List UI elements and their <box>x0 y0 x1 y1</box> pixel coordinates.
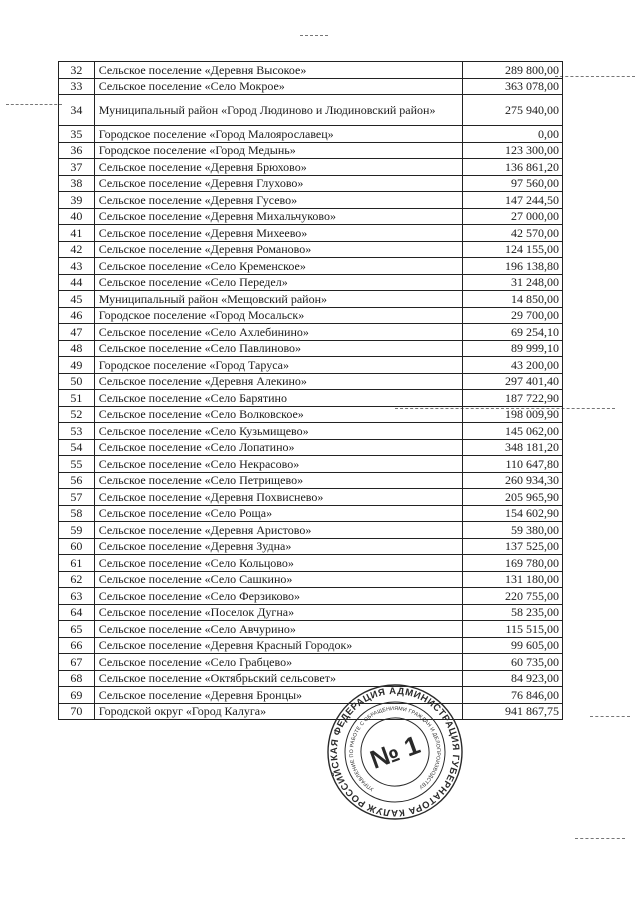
amount-value: 348 181,20 <box>463 439 563 456</box>
row-number: 46 <box>59 307 95 324</box>
municipality-name: Сельское поселение «Поселок Дугна» <box>94 604 462 621</box>
row-number: 44 <box>59 274 95 291</box>
row-number: 59 <box>59 522 95 539</box>
scan-artifact-line <box>555 76 635 77</box>
table-row <box>59 654 563 671</box>
municipality-name: Сельское поселение «Село Павлиново» <box>94 340 462 357</box>
municipality-name: Сельское поселение «Деревня Романово» <box>94 241 462 258</box>
table-row <box>59 258 563 275</box>
municipality-name: Городское поселение «Город Мосальск» <box>94 307 462 324</box>
row-number: 60 <box>59 538 95 555</box>
row-number: 61 <box>59 555 95 572</box>
row-number: 33 <box>59 78 95 95</box>
row-number: 40 <box>59 208 95 225</box>
municipality-name: Сельское поселение «Село Некрасово» <box>94 456 462 473</box>
row-number: 58 <box>59 505 95 522</box>
table-row <box>59 588 563 605</box>
municipality-name: Сельское поселение «Село Петрищево» <box>94 472 462 489</box>
table-row <box>59 522 563 539</box>
amount-value: 363 078,00 <box>463 78 563 95</box>
municipality-name: Сельское поселение «Деревня Высокое» <box>94 62 462 79</box>
scan-artifact-line <box>575 838 625 839</box>
row-number: 35 <box>59 126 95 143</box>
row-number: 42 <box>59 241 95 258</box>
table-row <box>59 357 563 374</box>
municipality-name: Сельское поселение «Село Ферзиково» <box>94 588 462 605</box>
amount-value: 131 180,00 <box>463 571 563 588</box>
row-number: 36 <box>59 142 95 159</box>
amount-value: 43 200,00 <box>463 357 563 374</box>
table-row <box>59 555 563 572</box>
municipality-name: Сельское поселение «Село Лопатино» <box>94 439 462 456</box>
scan-artifact-line <box>6 104 62 105</box>
amount-value: 0,00 <box>463 126 563 143</box>
amount-value: 187 722,90 <box>463 390 563 407</box>
municipality-name: Сельское поселение «Октябрьский сельсовет» <box>94 670 462 687</box>
table-row <box>59 538 563 555</box>
municipality-name: Сельское поселение «Деревня Гусево» <box>94 192 462 209</box>
amount-value: 84 923,00 <box>463 670 563 687</box>
table-row <box>59 340 563 357</box>
amount-value: 99 605,00 <box>463 637 563 654</box>
svg-text:УПРАВЛЕНИЕ ПО РАБОТЕ С ОБРАЩЕН: УПРАВЛЕНИЕ ПО РАБОТЕ С ОБРАЩЕНИЯМИ ГРАЖДАН И ДЕЛОПРОИЗВОДСТВУ <box>348 705 442 792</box>
amount-value: 60 735,00 <box>463 654 563 671</box>
row-number: 56 <box>59 472 95 489</box>
row-number: 39 <box>59 192 95 209</box>
municipality-name: Муниципальный район «Мещовский район» <box>94 291 462 308</box>
svg-text:РОССИЙСКАЯ ФЕДЕРАЦИЯ АДМИНИСТР: РОССИЙСКАЯ ФЕДЕРАЦИЯ АДМИНИСТРАЦИЯ ГУБЕРНАТОРА КАЛУЖСКОЙ <box>328 685 462 819</box>
table-row <box>59 439 563 456</box>
table-row <box>59 637 563 654</box>
row-number: 32 <box>59 62 95 79</box>
municipality-name: Сельское поселение «Село Барятино <box>94 390 462 407</box>
table-row <box>59 62 563 79</box>
table-row <box>59 687 563 704</box>
row-number: 54 <box>59 439 95 456</box>
row-number: 68 <box>59 670 95 687</box>
table-row <box>59 423 563 440</box>
municipality-name: Сельское поселение «Село Авчурино» <box>94 621 462 638</box>
amount-value: 145 062,00 <box>463 423 563 440</box>
amount-value: 275 940,00 <box>463 95 563 126</box>
allocation-table-body <box>59 62 563 720</box>
amount-value: 58 235,00 <box>463 604 563 621</box>
amount-value: 29 700,00 <box>463 307 563 324</box>
municipality-name: Сельское поселение «Деревня Бронцы» <box>94 687 462 704</box>
row-number: 37 <box>59 159 95 176</box>
row-number: 34 <box>59 95 95 126</box>
municipality-name: Сельское поселение «Село Кузьмищево» <box>94 423 462 440</box>
amount-value: 31 248,00 <box>463 274 563 291</box>
table-row <box>59 505 563 522</box>
table-row <box>59 126 563 143</box>
municipality-name: Сельское поселение «Село Ахлебинино» <box>94 324 462 341</box>
amount-value: 42 570,00 <box>463 225 563 242</box>
allocation-table <box>58 61 563 720</box>
amount-value: 137 525,00 <box>463 538 563 555</box>
municipality-name: Муниципальный район «Город Людиново и Людиновский район» <box>94 95 462 126</box>
municipality-name: Сельское поселение «Село Кременское» <box>94 258 462 275</box>
row-number: 51 <box>59 390 95 407</box>
table-row <box>59 670 563 687</box>
municipality-name: Городской округ «Город Калуга» <box>94 703 462 720</box>
amount-value: 196 138,80 <box>463 258 563 275</box>
table-row <box>59 175 563 192</box>
table-row <box>59 291 563 308</box>
amount-value: 941 867,75 <box>463 703 563 720</box>
row-number: 67 <box>59 654 95 671</box>
row-number: 70 <box>59 703 95 720</box>
row-number: 48 <box>59 340 95 357</box>
table-row <box>59 192 563 209</box>
row-number: 38 <box>59 175 95 192</box>
row-number: 41 <box>59 225 95 242</box>
amount-value: 27 000,00 <box>463 208 563 225</box>
municipality-name: Сельское поселение «Деревня Зудна» <box>94 538 462 555</box>
svg-text:№ 1: № 1 <box>366 729 424 775</box>
row-number: 66 <box>59 637 95 654</box>
municipality-name: Городское поселение «Город Таруса» <box>94 357 462 374</box>
row-number: 49 <box>59 357 95 374</box>
table-row <box>59 225 563 242</box>
amount-value: 69 254,10 <box>463 324 563 341</box>
municipality-name: Сельское поселение «Деревня Брюхово» <box>94 159 462 176</box>
amount-value: 154 602,90 <box>463 505 563 522</box>
municipality-name: Сельское поселение «Деревня Михеево» <box>94 225 462 242</box>
amount-value: 260 934,30 <box>463 472 563 489</box>
official-seal-stamp <box>325 682 465 822</box>
scan-artifact-line <box>590 716 630 717</box>
amount-value: 14 850,00 <box>463 291 563 308</box>
row-number: 64 <box>59 604 95 621</box>
row-number: 45 <box>59 291 95 308</box>
row-number: 47 <box>59 324 95 341</box>
table-row <box>59 472 563 489</box>
row-number: 53 <box>59 423 95 440</box>
municipality-name: Сельское поселение «Деревня Аристово» <box>94 522 462 539</box>
municipality-name: Сельское поселение «Село Волковское» <box>94 406 462 423</box>
municipality-name: Городское поселение «Город Малоярославец» <box>94 126 462 143</box>
amount-value: 205 965,90 <box>463 489 563 506</box>
table-row <box>59 208 563 225</box>
municipality-name: Сельское поселение «Деревня Красный Городок» <box>94 637 462 654</box>
amount-value: 115 515,00 <box>463 621 563 638</box>
table-row <box>59 241 563 258</box>
table-row <box>59 307 563 324</box>
table-row <box>59 390 563 407</box>
amount-value: 124 155,00 <box>463 241 563 258</box>
municipality-name: Сельское поселение «Деревня Похвиснево» <box>94 489 462 506</box>
municipality-name: Сельское поселение «Село Роща» <box>94 505 462 522</box>
amount-value: 76 846,00 <box>463 687 563 704</box>
table-row <box>59 703 563 720</box>
row-number: 63 <box>59 588 95 605</box>
amount-value: 289 800,00 <box>463 62 563 79</box>
table-row <box>59 373 563 390</box>
scan-artifact-line <box>300 35 328 36</box>
row-number: 55 <box>59 456 95 473</box>
amount-value: 297 401,40 <box>463 373 563 390</box>
amount-value: 123 300,00 <box>463 142 563 159</box>
amount-value: 198 009,90 <box>463 406 563 423</box>
amount-value: 147 244,50 <box>463 192 563 209</box>
amount-value: 97 560,00 <box>463 175 563 192</box>
amount-value: 59 380,00 <box>463 522 563 539</box>
municipality-name: Сельское поселение «Село Передел» <box>94 274 462 291</box>
municipality-name: Сельское поселение «Село Сашкино» <box>94 571 462 588</box>
municipality-name: Сельское поселение «Деревня Михальчуково» <box>94 208 462 225</box>
amount-value: 89 999,10 <box>463 340 563 357</box>
municipality-name: Сельское поселение «Село Мокрое» <box>94 78 462 95</box>
table-row <box>59 142 563 159</box>
amount-value: 169 780,00 <box>463 555 563 572</box>
table-row <box>59 604 563 621</box>
row-number: 52 <box>59 406 95 423</box>
row-number: 69 <box>59 687 95 704</box>
table-row <box>59 621 563 638</box>
municipality-name: Сельское поселение «Деревня Глухово» <box>94 175 462 192</box>
amount-value: 110 647,80 <box>463 456 563 473</box>
table-row <box>59 324 563 341</box>
table-row <box>59 406 563 423</box>
amount-value: 220 755,00 <box>463 588 563 605</box>
table-row <box>59 159 563 176</box>
row-number: 50 <box>59 373 95 390</box>
amount-value: 136 861,20 <box>463 159 563 176</box>
row-number: 62 <box>59 571 95 588</box>
table-row <box>59 95 563 126</box>
municipality-name: Городское поселение «Город Медынь» <box>94 142 462 159</box>
municipality-name: Сельское поселение «Село Кольцово» <box>94 555 462 572</box>
table-row <box>59 78 563 95</box>
row-number: 57 <box>59 489 95 506</box>
row-number: 43 <box>59 258 95 275</box>
table-row <box>59 456 563 473</box>
table-row <box>59 571 563 588</box>
table-row <box>59 274 563 291</box>
municipality-name: Сельское поселение «Село Грабцево» <box>94 654 462 671</box>
table-row <box>59 489 563 506</box>
municipality-name: Сельское поселение «Деревня Алекино» <box>94 373 462 390</box>
row-number: 65 <box>59 621 95 638</box>
